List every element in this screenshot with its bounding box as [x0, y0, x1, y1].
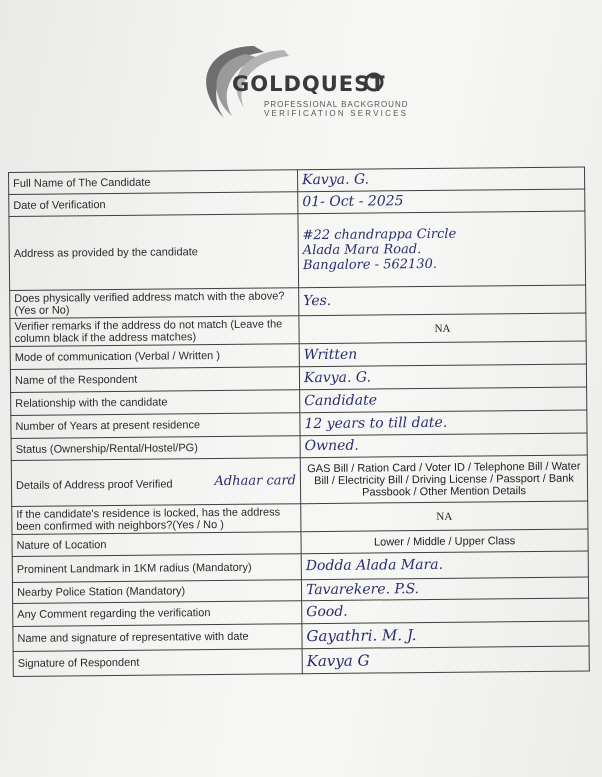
address-match-value: Yes.	[303, 292, 332, 310]
years-at-residence-value: 12 years to till date.	[304, 414, 448, 432]
field-label: Prominent Landmark in 1KM radius (Mandatory)	[12, 554, 301, 583]
field-label: Address as provided by the candidate	[9, 214, 299, 291]
representative-signature: Gayathri. M. J.	[306, 626, 417, 646]
field-label: Any Comment regarding the verification	[13, 601, 302, 627]
goldquest-logo	[184, 38, 444, 138]
ownership-status-value: Owned.	[304, 437, 359, 455]
respondent-name-value: Kavya. G.	[303, 369, 372, 386]
address-value: #22 chandrappa Circle Alada Mara Road. Bangalore - 562130.	[298, 211, 586, 288]
table-row	[9, 211, 586, 291]
respondent-signature: Kavya G	[306, 651, 370, 671]
landmark-value: Dodda Alada Mara.	[305, 556, 444, 575]
address-proof-handnote: Adhaar card	[214, 473, 297, 490]
communication-mode-value: Written	[303, 346, 358, 363]
logo-tagline-2: VERIFICATION SERVICES	[264, 109, 409, 118]
comment-value: Good.	[306, 603, 348, 620]
field-label: Full Name of The Candidate	[9, 170, 298, 195]
table-row	[13, 646, 589, 677]
neighbor-confirmation-value: NA	[436, 510, 453, 523]
verification-date-value: 01- Oct - 2025	[302, 193, 404, 211]
field-label: Relationship with the candidate	[11, 390, 300, 416]
field-label: Does physically verified address match with the above? (Yes or No)	[10, 288, 299, 319]
location-class-options: Lower / Middle / Upper Class	[373, 534, 516, 549]
logo-tagline-1: PROFESSIONAL BACKGROUND	[264, 100, 409, 109]
field-label: Nearby Police Station (Mandatory)	[12, 580, 301, 604]
field-label: Details of Address proof Verified	[15, 478, 173, 492]
verifier-remarks-value: NA	[434, 322, 451, 335]
field-label: Name of the Respondent	[10, 367, 299, 393]
field-label: Number of Years at present residence	[11, 413, 300, 439]
field-label: Name and signature of representative with date	[13, 624, 302, 652]
field-label: Status (Ownership/Rental/Hostel/PG)	[11, 436, 300, 461]
table-row	[11, 455, 587, 507]
field-label: Nature of Location	[12, 532, 301, 557]
field-label: Mode of communication (Verbal / Written )	[10, 344, 299, 370]
field-label: Date of Verification	[9, 192, 298, 217]
logo-name: GOLDQUEST	[232, 72, 386, 96]
field-label: Verifier remarks if the address do not match (Leave the column black if the address matches)	[10, 316, 299, 347]
verification-form-table	[8, 166, 590, 677]
candidate-name-value: Kavya. G.	[302, 171, 370, 189]
address-proof-options: GAS Bill / Ration Card / Voter ID / Telephone Bill / Water Bill / Electricity Bill / Driving License / Passport / Bank Passbook / Other Mention Details	[307, 460, 581, 499]
field-label: Signature of Respondent	[13, 649, 302, 677]
relationship-value: Candidate	[304, 391, 378, 409]
police-station-value: Tavarekere. P.S.	[305, 580, 420, 598]
field-label: If the candidate's residence is locked, has the address been confirmed with neighbors?(Yes / No )	[12, 504, 301, 535]
